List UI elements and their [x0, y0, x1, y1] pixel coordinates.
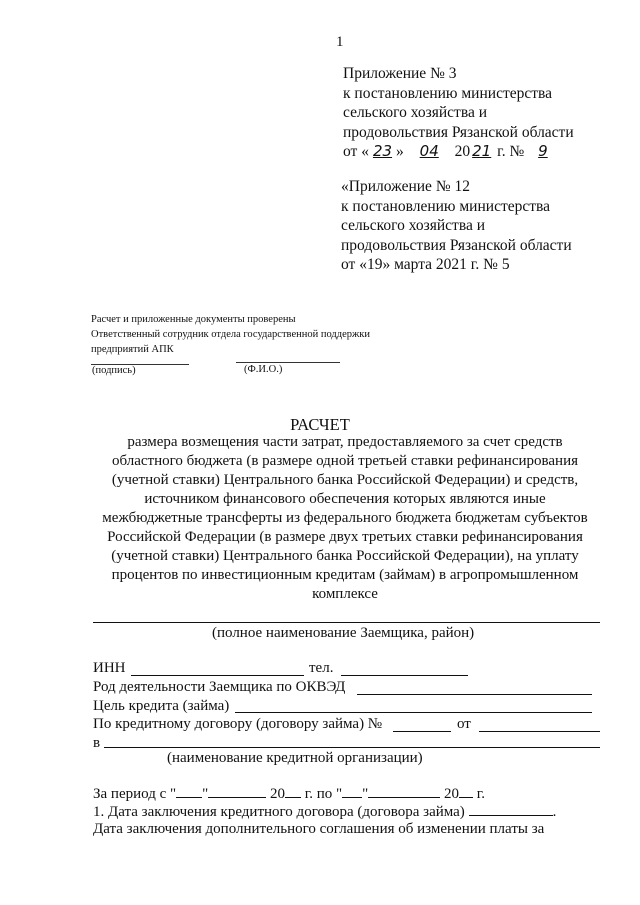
- verification-line: Ответственный сотрудник отдела государственной поддержки: [91, 329, 370, 340]
- contract-from-label: от: [457, 716, 471, 732]
- subtitle-line: областного бюджета (в размере одной третьей ставки рефинансирования: [111, 453, 579, 469]
- item1-line: [93, 803, 556, 821]
- appendix-line: к постановлению министерства: [343, 84, 553, 102]
- period-year-b: 20: [444, 786, 459, 802]
- period-line: [93, 785, 485, 803]
- appendix-line: к постановлению министерства: [341, 197, 551, 215]
- contract-date-field[interactable]: [479, 731, 600, 732]
- handwritten-day: 23: [372, 142, 393, 160]
- contract-label: По кредитному договору (договору займа) №: [93, 716, 383, 732]
- bank-in-label: в: [93, 735, 101, 751]
- item1-date-field[interactable]: [469, 803, 553, 816]
- subtitle-line: комплексе: [312, 586, 378, 602]
- number-label: г. №: [497, 143, 525, 160]
- subtitle-line: размера возмещения части затрат, предоставляемого за счет средств: [127, 434, 563, 450]
- appendix-line: продовольствия Рязанской области: [343, 123, 574, 141]
- bank-field[interactable]: [104, 747, 600, 748]
- appendix-line: от «19» марта 2021 г. № 5: [341, 256, 510, 273]
- period-start-month-field[interactable]: [208, 785, 266, 798]
- appendix-line: сельского хозяйства и: [343, 104, 487, 121]
- signature-label: (подпись): [92, 365, 136, 376]
- inn-label: ИНН: [93, 660, 126, 676]
- activity-label: Род деятельности Заемщика по ОКВЭД: [93, 679, 346, 695]
- subtitle-line: (учетной ставки) Центрального банка Российской Федерации) и средств,: [111, 472, 579, 488]
- period-end-day-field[interactable]: [342, 785, 362, 798]
- year-prefix: 20: [454, 143, 471, 160]
- handwritten-year: 21: [472, 142, 492, 160]
- appendix-header-original: [341, 177, 572, 275]
- phone-label: тел.: [309, 660, 334, 676]
- appendix-header-current: [343, 64, 574, 162]
- verification-line: Расчет и приложенные документы проверены: [91, 314, 296, 325]
- page-number: 1: [336, 34, 344, 50]
- contract-number-field[interactable]: [393, 731, 451, 732]
- item1-end: .: [552, 804, 557, 820]
- bank-caption: (наименование кредитной организации): [167, 750, 423, 766]
- appendix-line: сельского хозяйства и: [341, 217, 485, 234]
- appendix-line: Приложение № 3: [343, 65, 457, 82]
- date-mid: »: [396, 143, 404, 160]
- subtitle-line: процентов по инвестиционным кредитам (займам) в агропромышленном: [111, 567, 579, 583]
- borrower-name-field[interactable]: [93, 622, 600, 623]
- purpose-label: Цель кредита (займа): [93, 698, 230, 714]
- period-end-month-field[interactable]: [368, 785, 440, 798]
- name-label: (Ф.И.О.): [244, 364, 283, 375]
- name-line: [236, 362, 340, 363]
- subtitle-line: межбюджетные трансферты из федерального бюджета бюджетам субъектов: [102, 510, 588, 526]
- period-quote: ": [202, 786, 209, 802]
- handwritten-month: 04: [419, 142, 439, 160]
- inn-field[interactable]: [131, 675, 304, 676]
- period-end-year-field[interactable]: [459, 785, 473, 798]
- appendix-date-line: [343, 142, 574, 162]
- phone-field[interactable]: [341, 675, 468, 676]
- activity-field[interactable]: [357, 694, 592, 695]
- item1-label: 1. Дата заключения кредитного договора (договора займа): [93, 804, 465, 820]
- appendix-line: «Приложение № 12: [341, 178, 470, 195]
- borrower-caption: (полное наименование Заемщика, район): [212, 625, 475, 641]
- period-quote-2: ": [362, 786, 369, 802]
- date-prefix: от «: [343, 143, 369, 160]
- period-year-a: 20: [270, 786, 285, 802]
- purpose-field[interactable]: [235, 712, 592, 713]
- period-prefix: За период с ": [93, 786, 177, 802]
- verification-line: предприятий АПК: [91, 344, 174, 355]
- document-subtitle: [95, 433, 595, 604]
- appendix-line: продовольствия Рязанской области: [341, 236, 572, 254]
- document-title: РАСЧЕТ: [290, 415, 350, 434]
- period-to-label: г. по ": [304, 786, 343, 802]
- verification-block: [91, 312, 370, 357]
- item2-label: Дата заключения дополнительного соглашения об изменении платы за: [93, 821, 545, 837]
- subtitle-line: источником финансового обеспечения которых являются иные: [144, 491, 546, 507]
- period-start-year-field[interactable]: [285, 785, 301, 798]
- handwritten-number: 9: [538, 142, 548, 160]
- period-year-suffix: г.: [476, 786, 485, 802]
- subtitle-line: Российской Федерации (в размере двух третьих ставки рефинансирования: [107, 529, 583, 545]
- subtitle-line: (учетной ставки) Центрального банка Российской Федерации), на уплату: [111, 548, 579, 564]
- period-start-day-field[interactable]: [176, 785, 202, 798]
